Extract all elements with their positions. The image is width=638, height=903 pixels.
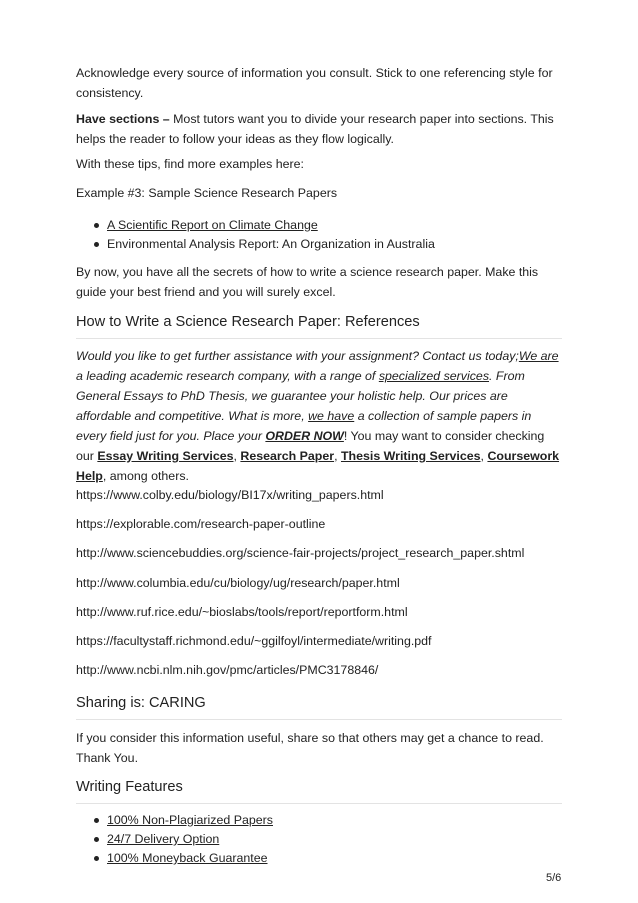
bullet-icon	[94, 818, 99, 823]
features-heading: Writing Features	[76, 777, 562, 804]
closing-paragraph: By now, you have all the secrets of how to write a science research paper. Make this guide your best friend and you will surely excel.	[76, 265, 539, 299]
bullet-icon	[94, 856, 99, 861]
sections-bold-label: Have sections –	[76, 112, 170, 126]
we-have-link[interactable]: we have	[308, 409, 355, 423]
cta-paragraph	[76, 346, 562, 486]
feature-link[interactable]: 100% Non-Plagiarized Papers	[107, 813, 273, 827]
reference-url: https://explorable.com/research-paper-outline	[76, 517, 326, 531]
list-item	[76, 235, 562, 254]
features-list	[76, 811, 562, 868]
references-heading: How to Write a Science Research Paper: References	[76, 312, 562, 339]
example-link-climate[interactable]: A Scientific Report on Climate Change	[107, 218, 318, 232]
order-now-link[interactable]: ORDER NOW	[265, 429, 344, 443]
cta-text: a leading academic research company, with a range of	[76, 369, 379, 383]
bullet-icon	[94, 223, 99, 228]
reference-url: http://www.ruf.rice.edu/~bioslabs/tools/report/reportform.html	[76, 605, 408, 619]
tips-paragraph: With these tips, find more examples here:	[76, 157, 304, 171]
acknowledge-paragraph: Acknowledge every source of information you consult. Stick to one referencing style for consistency.	[76, 66, 553, 100]
thesis-writing-link[interactable]: Thesis Writing Services	[340, 449, 481, 463]
cta-text: , among others.	[102, 469, 189, 483]
reference-url: http://www.sciencebuddies.org/science-fair-projects/project_research_paper.shtml	[76, 546, 525, 560]
feature-link[interactable]: 24/7 Delivery Option	[107, 832, 220, 846]
cta-text: ! You may want to consider checking our	[76, 429, 545, 463]
research-paper-link[interactable]: Research Paper	[240, 449, 335, 463]
sharing-heading: Sharing is: CARING	[76, 693, 562, 720]
feature-link[interactable]: 100% Moneyback Guarantee	[107, 851, 268, 865]
essay-writing-link[interactable]: Essay Writing Services	[97, 449, 234, 463]
coursework-help-link[interactable]: Coursework Help	[76, 449, 560, 483]
sections-text: Most tutors want you to divide your research paper into sections. This helps the reader to follow your ideas as they flow logically.	[76, 112, 554, 146]
reference-url: http://www.columbia.edu/cu/biology/ug/research/paper.html	[76, 576, 400, 590]
cta-text: a collection of sample papers in every field just for you. Place your	[76, 409, 532, 443]
sections-paragraph	[76, 109, 562, 149]
page-number: 5/6	[546, 872, 562, 884]
bullet-icon	[94, 837, 99, 842]
list-item[interactable]	[76, 830, 562, 849]
list-item[interactable]	[76, 811, 562, 830]
example-text-environmental: Environmental Analysis Report: An Organization in Australia	[107, 237, 435, 251]
cta-text: . From General Essays to PhD Thesis, we guarantee your holistic help. Our prices are affordable and competitive. What is more,	[76, 369, 525, 423]
list-item[interactable]	[76, 849, 562, 868]
reference-url: https://facultystaff.richmond.edu/~ggilfoyl/intermediate/writing.pdf	[76, 634, 432, 648]
list-item[interactable]	[76, 216, 562, 235]
bullet-icon	[94, 242, 99, 247]
specialized-services-link[interactable]: specialized services	[378, 369, 490, 383]
sharing-paragraph: If you consider this information useful, share so that others may get a chance to read. Thank You.	[76, 731, 544, 765]
reference-url: https://www.colby.edu/biology/BI17x/writing_papers.html	[76, 488, 384, 502]
separator: ,	[334, 449, 341, 463]
separator: ,	[233, 449, 241, 463]
example-heading: Example #3: Sample Science Research Papers	[76, 186, 338, 200]
reference-url: http://www.ncbi.nlm.nih.gov/pmc/articles/PMC3178846/	[76, 663, 379, 677]
separator: ,	[480, 449, 488, 463]
cta-text: Would you like to get further assistance with your assignment? Contact us today;	[76, 349, 519, 363]
examples-list	[76, 216, 562, 254]
we-are-link[interactable]: We are	[518, 349, 559, 363]
